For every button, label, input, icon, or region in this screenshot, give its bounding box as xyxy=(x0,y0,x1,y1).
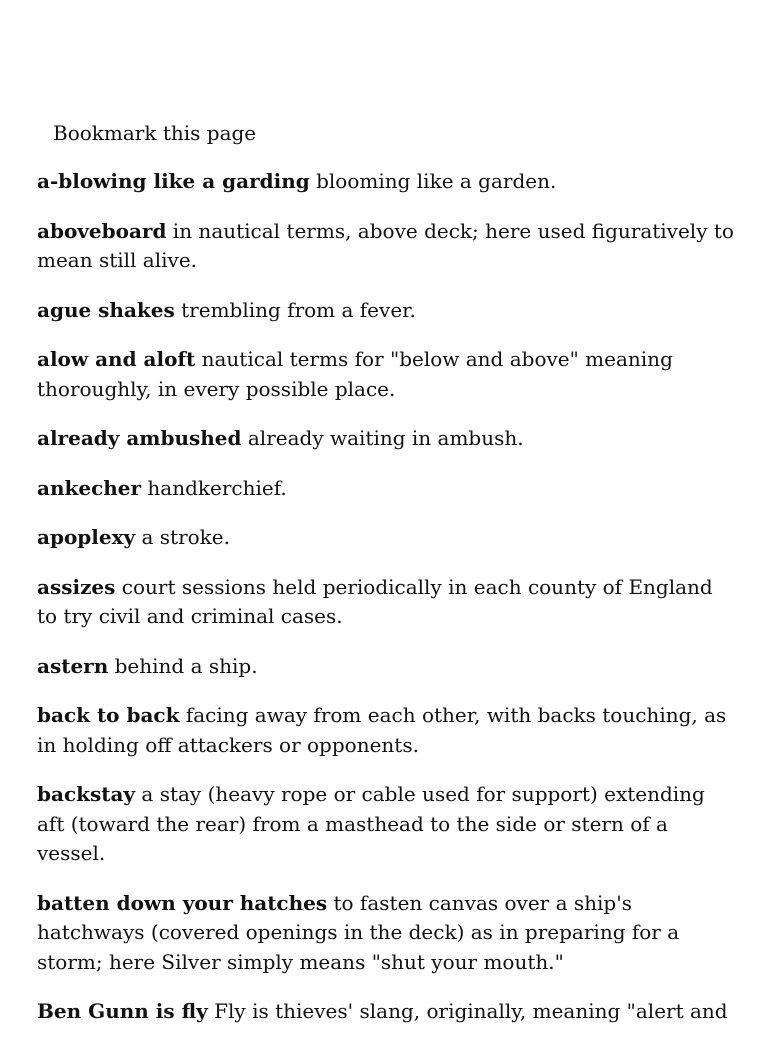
glossary-entry xyxy=(37,424,737,454)
glossary-term: ague shakes xyxy=(37,297,175,322)
glossary-term: apoplexy xyxy=(37,525,136,549)
glossary-term: Ben Gunn is fly xyxy=(37,999,208,1023)
glossary-entry xyxy=(37,652,737,682)
glossary-entry xyxy=(37,523,737,553)
glossary-term: ankecher xyxy=(37,475,142,500)
glossary-term: astern xyxy=(37,653,109,678)
glossary-term: already ambushed xyxy=(37,426,242,450)
glossary-definition: already waiting in ambush. xyxy=(247,426,524,450)
glossary-term: a-blowing like a garding xyxy=(37,169,310,193)
glossary-term: alow and aloft xyxy=(37,347,196,371)
glossary-entry xyxy=(37,573,737,632)
glossary-term: batten down your hatches xyxy=(37,890,328,915)
glossary-entry xyxy=(37,889,737,978)
glossary-definition: court sessions held periodically in each county of England to try civil and criminal cases. xyxy=(37,574,713,628)
glossary-page xyxy=(37,118,737,1047)
glossary-definition: a stay (heavy rope or cable used for support) extending aft (toward the rear) from a masthead to the side or stern of a vessel. xyxy=(37,782,705,865)
glossary-term: assizes xyxy=(37,574,116,599)
glossary-definition: Fly is thieves' slang, originally, meaning "alert and xyxy=(214,999,728,1023)
glossary-term: aboveboard xyxy=(37,218,167,243)
glossary-entry xyxy=(37,167,737,197)
glossary-definition: blooming like a garden. xyxy=(316,169,557,193)
glossary-definition: trembling from a fever. xyxy=(181,297,416,322)
glossary-entry xyxy=(37,474,737,504)
glossary-definition: to fasten canvas over a ship's hatchways (covered openings in the deck) as in preparing for a storm; here Silver simply means "shut your mouth." xyxy=(37,890,680,974)
glossary-definition: handkerchief. xyxy=(147,475,287,500)
glossary-definition: a stroke. xyxy=(141,525,230,549)
glossary-definition: facing away from each other, with backs touching, as in holding off attackers or opponents. xyxy=(37,703,727,757)
glossary-entry xyxy=(37,701,737,760)
glossary-definition: behind a ship. xyxy=(114,653,258,678)
glossary-entry xyxy=(37,296,737,326)
glossary-definition: nautical terms for "below and above" meaning thoroughly, in every possible place. xyxy=(37,347,673,401)
glossary-term: backstay xyxy=(37,782,136,806)
glossary-term: back to back xyxy=(37,703,180,727)
glossary-definition: in nautical terms, above deck; here used figuratively to mean still alive. xyxy=(37,218,734,272)
glossary-entry xyxy=(37,997,737,1027)
bookmark-link[interactable]: Bookmark this page xyxy=(53,121,257,145)
glossary-entry xyxy=(37,345,737,404)
glossary-entry xyxy=(37,780,737,869)
glossary-entry xyxy=(37,217,737,276)
